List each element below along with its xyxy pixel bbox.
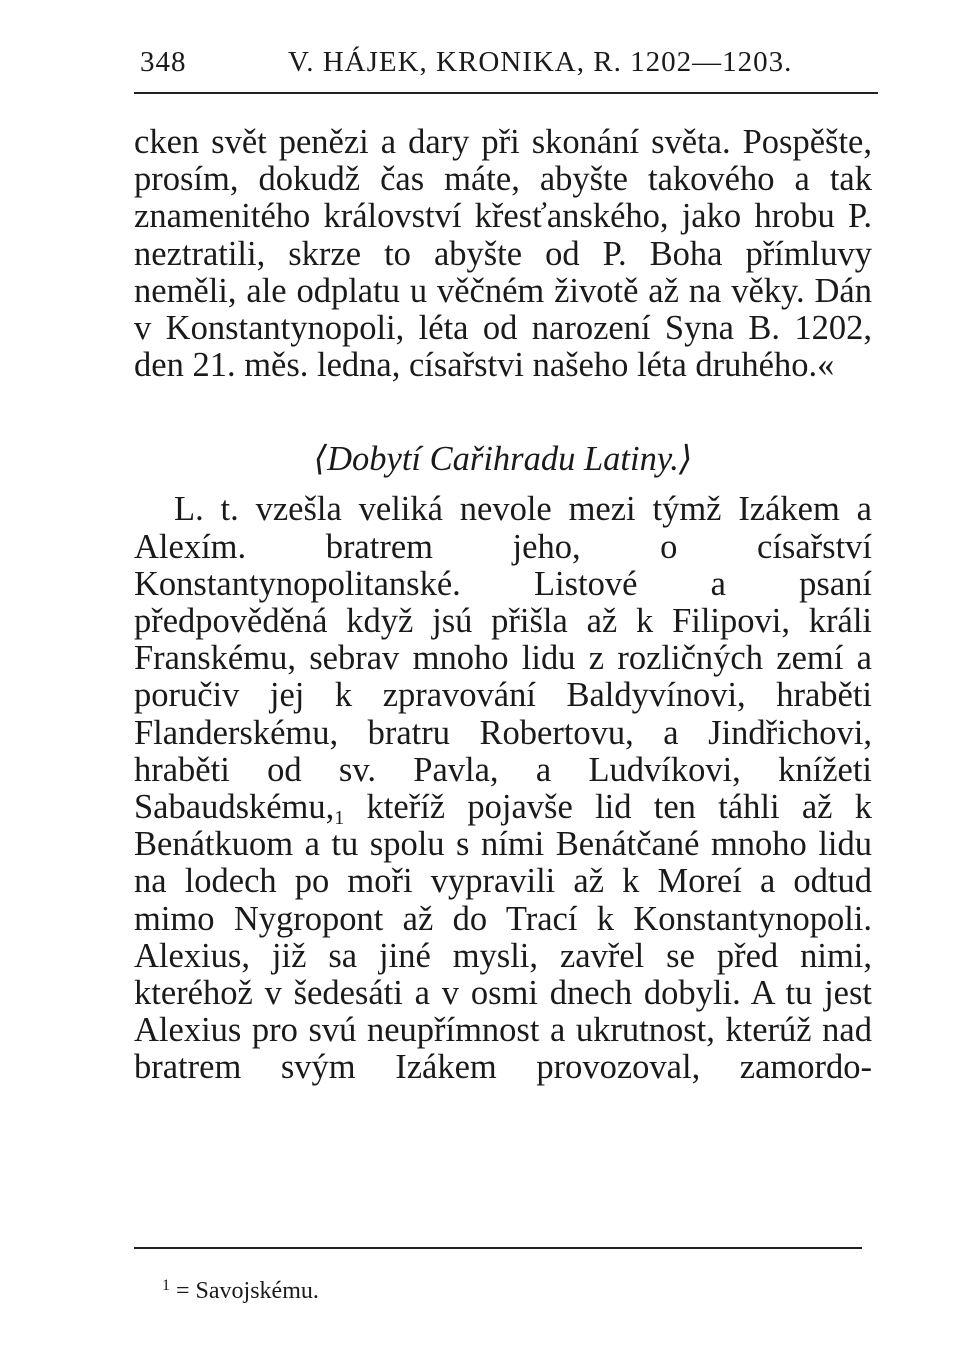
footnote — [162, 1278, 319, 1305]
footnote-rule — [134, 1247, 862, 1249]
running-head: V. HÁJEK, KRONIKA, R. 1202—1203. — [288, 46, 793, 78]
footnote-text: = Savojskému. — [170, 1278, 319, 1304]
page-number: 348 — [140, 46, 187, 78]
paragraph-2 — [134, 491, 872, 1086]
main-text — [134, 124, 872, 1087]
section-heading: ⟨Dobytí Cařihradu Latiny.⟩ — [313, 440, 693, 479]
footnote-mark: 1 — [162, 1277, 170, 1294]
paragraph-1: cken svět penězi a dary při skonání světa. Pospěšte, prosím, dokudž čas máte, abyšte takového a tak znamenitého království křesťanského, jako hrobu P. neztratili, skrze to abyšte od P. Boha přímluvy neměli, ale odplatu u věčném životě až na věky. Dán v Konstantynopoli, léta od narození Syna B. 1202, den 21. měs. ledna, císařstvi našeho léta druhého.« — [134, 123, 872, 385]
footnote-reference: 1 — [334, 807, 345, 830]
paragraph-2-text-start: L. t. vzešla veliká nevole mezi týmž Izákem a Alexím. bratrem jeho, o císařství Konstantynopolitanské. Listové a psaní předpověděná když jsú přišla až k Filipovi, králi Franskému, sebrav mnoho lidu z rozličných zemí a poručiv jej k zpravování Baldyvínovi, hraběti Flanderskému, bratru Robertovu, a Jindřichovi, hraběti od sv. Pavla, a Ludvíkovi, knížeti Sabaudskému, — [134, 490, 872, 827]
paragraph-2-text-end: kteříž pojavše lid ten táhli až k Benátkuom a tu spolu s ními Benátčané mnoho lidu na lodech po moři vypravili až k Moreí a odtud mimo Nygropont až do Trací k Konstantynopoli. Alexius, již sa jiné mysli, zavřel se před nimi, kteréhož v šedesáti a v osmi dnech dobyli. A tu jest Alexius pro svú neupřímnost a ukrutnost, kterúž nad bratrem svým Izákem provozoval, zamordo- — [134, 788, 872, 1087]
header-rule — [134, 92, 878, 94]
page-header — [140, 40, 860, 84]
